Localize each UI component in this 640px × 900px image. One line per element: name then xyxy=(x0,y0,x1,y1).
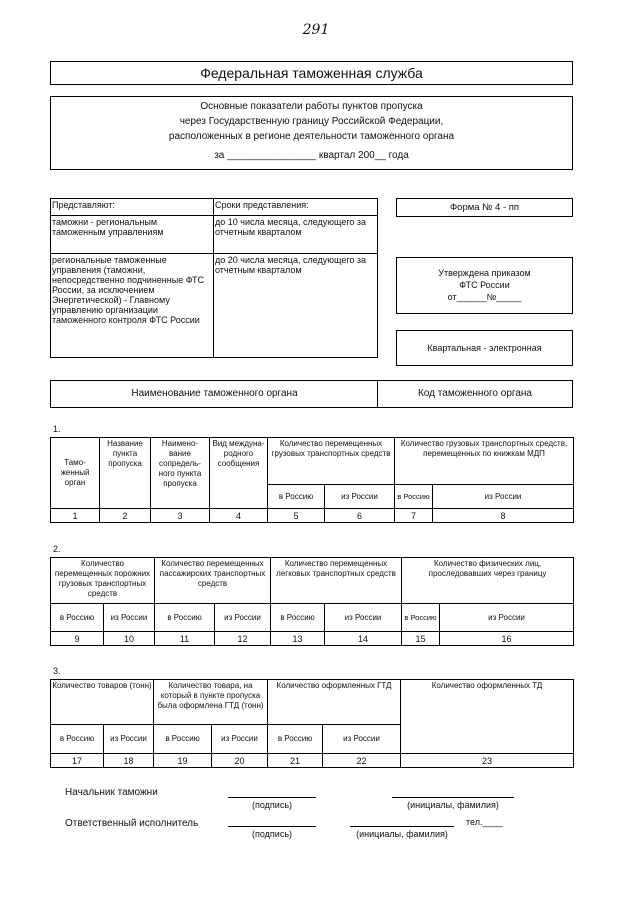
executor-signature-line xyxy=(228,826,316,827)
report-title-line2: через Государственную границу Российской Федерации, xyxy=(179,116,444,127)
t3-num-22: 22 xyxy=(323,754,401,768)
chief-signature-caption: (подпись) xyxy=(251,800,293,810)
chief-initials-caption: (инициалы, фамилия) xyxy=(407,800,499,810)
deadline-2: до 20 числа месяца, следующего за отчетным кварталом xyxy=(214,254,378,358)
submitters-header: Представляют: xyxy=(51,199,214,216)
t2-to-2: в Россию xyxy=(155,604,215,632)
t2-num-16: 16 xyxy=(440,632,574,646)
t1-num-6: 6 xyxy=(325,509,395,523)
t2-from-4: из России xyxy=(440,604,574,632)
periodicity: Квартальная - электронная xyxy=(427,343,542,353)
form-number: Форма № 4 - пп xyxy=(449,202,520,213)
period-suffix: квартал 200__ года xyxy=(318,150,409,161)
approval-box xyxy=(396,257,573,314)
t2-h-bus: Количество перемещенных пассажирских транспортных средств xyxy=(155,558,271,604)
t2-num-12: 12 xyxy=(215,632,271,646)
approval-line1: Утверждена приказом xyxy=(438,268,531,278)
agency-title-box xyxy=(50,61,573,85)
t3-h-goods: Количество товаров (тонн) xyxy=(51,680,154,725)
t1-h-customs: Тамо-женный орган xyxy=(51,438,100,509)
t1-num-3: 3 xyxy=(151,509,210,523)
deadline-1: до 10 числа месяца, следующего за отчетным кварталом xyxy=(214,216,378,254)
period-prefix: за xyxy=(214,150,225,161)
t1-h-sub: Наимено-вание сопредель-ного пункта пропуска xyxy=(151,438,210,509)
t3-num-18: 18 xyxy=(104,754,154,768)
t1-num-5: 5 xyxy=(268,509,325,523)
report-title-line3: расположенных в регионе деятельности таможенного органа xyxy=(168,131,455,142)
chief-label: Начальник таможни xyxy=(65,787,158,798)
authority-name-label: Наименование таможенного органа xyxy=(131,388,298,399)
t1-num-7: 7 xyxy=(395,509,433,523)
t3-from-3: из России xyxy=(323,725,401,754)
page-number: 291 xyxy=(302,22,330,38)
t3-num-17: 17 xyxy=(51,754,104,768)
table2 xyxy=(50,557,574,646)
t1-num-8: 8 xyxy=(433,509,574,523)
authority-box xyxy=(50,380,573,408)
t1-h-trucks: Количество перемещенных грузовых транспортных средств xyxy=(268,438,395,485)
t3-to-3: в Россию xyxy=(268,725,323,754)
approval-line3: от______№_____ xyxy=(447,292,522,302)
t1-num-4: 4 xyxy=(210,509,268,523)
t1-from-2: из России xyxy=(433,485,574,509)
executor-signature-caption: (подпись) xyxy=(251,829,293,839)
t3-num-21: 21 xyxy=(268,754,323,768)
t1-h-tir: Количество грузовых транспортных средств, перемещенных по книжкам МДП xyxy=(395,438,574,485)
t1-to-2: в Россию xyxy=(395,485,433,509)
t2-h-empty: Количество перемещенных порожних грузовых транспортных средств xyxy=(51,558,155,604)
periodicity-box xyxy=(396,330,573,366)
t2-h-people: Количество физических лиц, проследовавших через границу xyxy=(402,558,574,604)
t2-num-13: 13 xyxy=(271,632,325,646)
agency-title: Федеральная таможенная служба xyxy=(200,65,423,81)
t2-to-1: в Россию xyxy=(51,604,104,632)
t3-h-gtd-goods: Количество товара, на который в пункте пропуска была оформлена ГТД (тонн) xyxy=(154,680,268,725)
submitter-2: региональные таможенные управления (таможни, непосредственно подчиненные ФТС России, за исключением Энергетической) - Главному управлению организации таможенного контроля ФТС России xyxy=(51,254,214,358)
table2-label: 2. xyxy=(53,544,61,554)
submitter-1: таможни - региональным таможенным управлениям xyxy=(51,216,214,254)
t2-h-cars: Количество перемещенных легковых транспортных средств xyxy=(271,558,402,604)
t2-from-3: из России xyxy=(325,604,402,632)
t3-to-2: в Россию xyxy=(154,725,212,754)
executor-phone: тел.____ xyxy=(466,817,503,827)
t2-from-2: из России xyxy=(215,604,271,632)
t3-num-23: 23 xyxy=(401,754,574,768)
t3-h-gtd: Количество оформленных ГТД xyxy=(268,680,401,725)
table1-label: 1. xyxy=(53,424,61,434)
t2-num-14: 14 xyxy=(325,632,402,646)
form-number-box xyxy=(396,198,573,217)
t2-num-11: 11 xyxy=(155,632,215,646)
submission-table xyxy=(50,198,378,358)
t1-from-1: из России xyxy=(325,485,395,509)
table3-label: 3. xyxy=(53,666,61,676)
executor-initials-caption: (инициалы, фамилия) xyxy=(356,829,448,839)
chief-signature-line xyxy=(228,797,316,798)
approval-line2: ФТС России xyxy=(459,280,510,290)
table1 xyxy=(50,437,574,523)
t1-to-1: в Россию xyxy=(268,485,325,509)
t3-to-1: в Россию xyxy=(51,725,104,754)
report-title-line1: Основные показатели работы пунктов пропуска xyxy=(200,101,423,112)
t2-to-4: в Россию xyxy=(402,604,440,632)
table3 xyxy=(50,679,574,768)
t2-num-9: 9 xyxy=(51,632,104,646)
t3-h-td: Количество оформленных ТД xyxy=(401,680,574,754)
t3-from-1: из России xyxy=(104,725,154,754)
t1-h-type: Вид междуна-родного сообщения xyxy=(210,438,268,509)
report-title-box xyxy=(50,96,573,170)
t1-num-2: 2 xyxy=(100,509,151,523)
deadlines-header: Сроки представления: xyxy=(214,199,378,216)
t3-num-19: 19 xyxy=(154,754,212,768)
authority-code-label: Код таможенного органа xyxy=(418,388,532,399)
report-period xyxy=(51,150,572,162)
t2-num-15: 15 xyxy=(402,632,440,646)
period-blank: ________________ xyxy=(227,150,317,161)
t1-num-1: 1 xyxy=(51,509,100,523)
t2-to-3: в Россию xyxy=(271,604,325,632)
t1-h-point: Название пункта пропуска xyxy=(100,438,151,509)
executor-initials-line xyxy=(350,826,454,827)
t3-from-2: из России xyxy=(212,725,268,754)
t2-from-1: из России xyxy=(104,604,155,632)
t2-num-10: 10 xyxy=(104,632,155,646)
executor-label: Ответственный исполнитель xyxy=(65,818,199,829)
t3-num-20: 20 xyxy=(212,754,268,768)
chief-initials-line xyxy=(392,797,514,798)
